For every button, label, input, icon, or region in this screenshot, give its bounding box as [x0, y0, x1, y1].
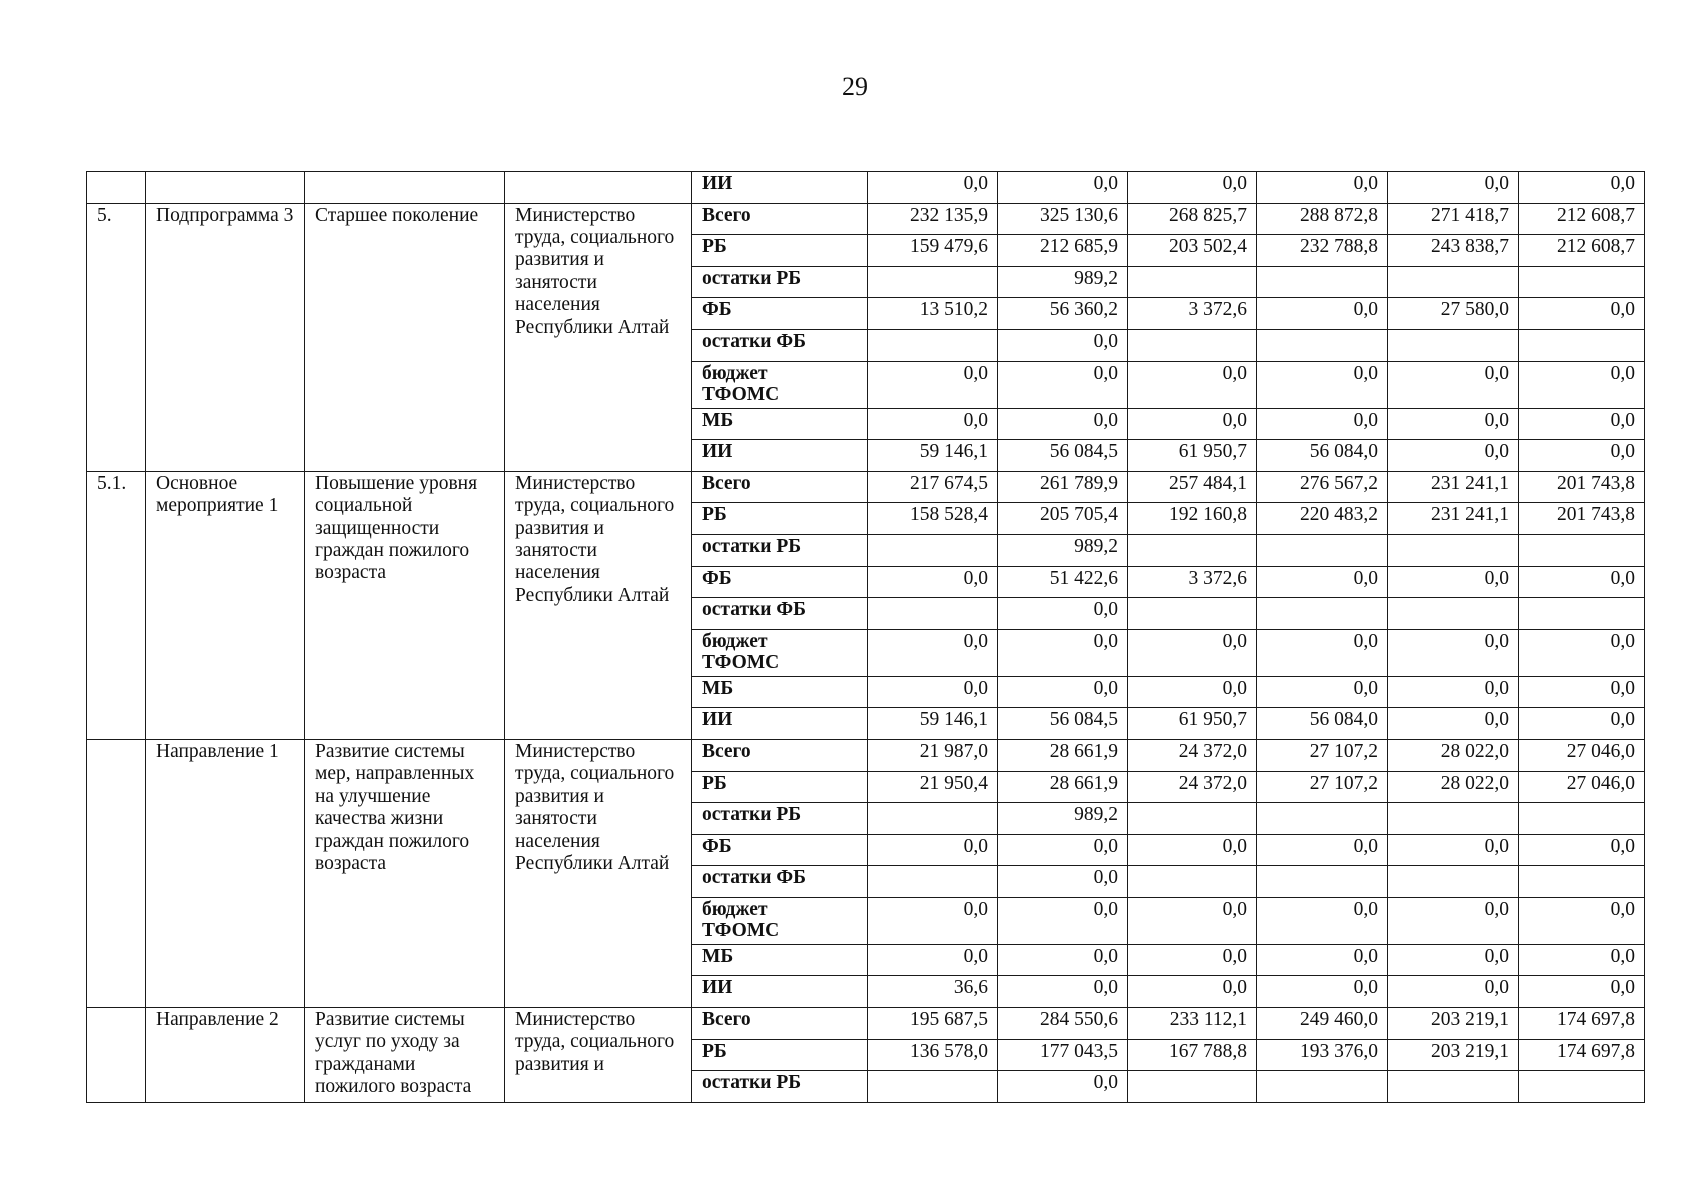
value-cell: [1128, 534, 1257, 566]
value-cell: 27 580,0: [1388, 298, 1519, 330]
value-cell: 0,0: [1519, 408, 1645, 440]
value-cell: [1128, 866, 1257, 898]
value-cell: 268 825,7: [1128, 203, 1257, 235]
value-cell: 0,0: [1388, 408, 1519, 440]
value-cell: 0,0: [998, 944, 1128, 976]
value-cell: 0,0: [868, 944, 998, 976]
value-cell: 0,0: [998, 976, 1128, 1008]
value-cell: 0,0: [1388, 361, 1519, 408]
value-cell: 195 687,5: [868, 1008, 998, 1040]
value-cell: 271 418,7: [1388, 203, 1519, 235]
value-cell: 27 046,0: [1519, 771, 1645, 803]
funding-source-label: ФБ: [692, 298, 868, 330]
value-cell: 989,2: [998, 803, 1128, 835]
value-cell: [1257, 534, 1388, 566]
funding-source-label: МБ: [692, 408, 868, 440]
value-cell: 27 107,2: [1257, 739, 1388, 771]
executor-cell: Министерство труда, социального развития и занятости населения Республики Алтай: [505, 739, 692, 1007]
funding-source-label: остатки ФБ: [692, 329, 868, 361]
funding-source-label: Всего: [692, 739, 868, 771]
value-cell: [1257, 329, 1388, 361]
value-cell: 231 241,1: [1388, 503, 1519, 535]
value-cell: 0,0: [1128, 976, 1257, 1008]
value-cell: [1257, 803, 1388, 835]
table-row: [87, 739, 1645, 771]
value-cell: [1388, 534, 1519, 566]
item-number-cell: 5.1.: [87, 471, 146, 739]
value-cell: [1519, 1071, 1645, 1103]
value-cell: 220 483,2: [1257, 503, 1388, 535]
value-cell: 0,0: [998, 866, 1128, 898]
value-cell: 174 697,8: [1519, 1008, 1645, 1040]
value-cell: 0,0: [998, 629, 1128, 676]
value-cell: 0,0: [1257, 361, 1388, 408]
value-cell: [1388, 329, 1519, 361]
value-cell: 0,0: [868, 172, 998, 204]
item-title-cell: Основное мероприятие 1: [146, 471, 305, 739]
value-cell: 217 674,5: [868, 471, 998, 503]
value-cell: 201 743,8: [1519, 503, 1645, 535]
value-cell: [1257, 598, 1388, 630]
value-cell: 0,0: [1388, 897, 1519, 944]
value-cell: 0,0: [1519, 440, 1645, 472]
funding-source-label: ФБ: [692, 834, 868, 866]
funding-source-label-line: ТФОМС: [702, 384, 780, 405]
value-cell: 0,0: [1388, 440, 1519, 472]
item-name-cell: Развитие системы мер, направленных на улучшение качества жизни граждан пожилого возраста: [305, 739, 505, 1007]
value-cell: [1257, 866, 1388, 898]
value-cell: 28 661,9: [998, 771, 1128, 803]
funding-source-label: ИИ: [692, 172, 868, 204]
value-cell: 212 608,7: [1519, 203, 1645, 235]
funding-source-label: РБ: [692, 235, 868, 267]
value-cell: 0,0: [1257, 897, 1388, 944]
value-cell: 243 838,7: [1388, 235, 1519, 267]
value-cell: [868, 266, 998, 298]
value-cell: 13 510,2: [868, 298, 998, 330]
funding-source-label: ИИ: [692, 440, 868, 472]
value-cell: 56 084,0: [1257, 440, 1388, 472]
value-cell: 0,0: [1388, 834, 1519, 866]
value-cell: 0,0: [868, 361, 998, 408]
value-cell: 212 608,7: [1519, 235, 1645, 267]
value-cell: [1128, 598, 1257, 630]
value-cell: 203 502,4: [1128, 235, 1257, 267]
value-cell: 989,2: [998, 534, 1128, 566]
value-cell: 0,0: [1519, 676, 1645, 708]
value-cell: 0,0: [1128, 834, 1257, 866]
value-cell: 233 112,1: [1128, 1008, 1257, 1040]
value-cell: 205 705,4: [998, 503, 1128, 535]
item-name-cell: Старшее поколение: [305, 203, 505, 471]
value-cell: 212 685,9: [998, 235, 1128, 267]
funding-source-label-line: ТФОМС: [702, 652, 780, 674]
funding-source-label: [692, 361, 868, 408]
item-title-cell: Подпрограмма 3: [146, 203, 305, 471]
value-cell: 159 479,6: [868, 235, 998, 267]
executor-cell: [505, 172, 692, 204]
value-cell: 51 422,6: [998, 566, 1128, 598]
value-cell: 0,0: [1257, 944, 1388, 976]
value-cell: 0,0: [1388, 629, 1519, 676]
value-cell: 0,0: [1388, 944, 1519, 976]
value-cell: 0,0: [1519, 976, 1645, 1008]
item-number-cell: [87, 1008, 146, 1103]
value-cell: [868, 534, 998, 566]
funding-source-label: РБ: [692, 503, 868, 535]
value-cell: 0,0: [1388, 676, 1519, 708]
value-cell: 0,0: [998, 676, 1128, 708]
value-cell: 232 135,9: [868, 203, 998, 235]
value-cell: 0,0: [868, 629, 998, 676]
item-number-cell: 5.: [87, 203, 146, 471]
value-cell: [868, 329, 998, 361]
value-cell: [868, 866, 998, 898]
funding-source-label: [692, 629, 868, 676]
budget-table: [86, 171, 1645, 1103]
value-cell: 0,0: [1519, 629, 1645, 676]
value-cell: 0,0: [1128, 361, 1257, 408]
value-cell: 325 130,6: [998, 203, 1128, 235]
value-cell: 0,0: [1388, 708, 1519, 740]
value-cell: [1128, 803, 1257, 835]
value-cell: 3 372,6: [1128, 566, 1257, 598]
value-cell: 0,0: [998, 834, 1128, 866]
funding-source-label: Всего: [692, 1008, 868, 1040]
executor-cell: Министерство труда, социального развития и занятости населения Республики Алтай: [505, 471, 692, 739]
value-cell: 56 360,2: [998, 298, 1128, 330]
funding-source-label: РБ: [692, 771, 868, 803]
value-cell: 56 084,5: [998, 708, 1128, 740]
value-cell: 0,0: [998, 1071, 1128, 1103]
value-cell: 3 372,6: [1128, 298, 1257, 330]
value-cell: [1519, 803, 1645, 835]
value-cell: 177 043,5: [998, 1039, 1128, 1071]
funding-source-label-line: бюджет: [702, 630, 768, 652]
value-cell: 261 789,9: [998, 471, 1128, 503]
value-cell: 203 219,1: [1388, 1008, 1519, 1040]
page-number: 29: [842, 72, 868, 101]
funding-source-label: остатки ФБ: [692, 598, 868, 630]
value-cell: 27 107,2: [1257, 771, 1388, 803]
item-title-cell: [146, 172, 305, 204]
value-cell: 0,0: [868, 566, 998, 598]
value-cell: 167 788,8: [1128, 1039, 1257, 1071]
value-cell: 24 372,0: [1128, 739, 1257, 771]
funding-source-label: остатки РБ: [692, 266, 868, 298]
value-cell: 0,0: [1519, 566, 1645, 598]
value-cell: 0,0: [1519, 944, 1645, 976]
funding-source-label: МБ: [692, 944, 868, 976]
item-title-cell: Направление 2: [146, 1008, 305, 1103]
value-cell: 249 460,0: [1257, 1008, 1388, 1040]
table-row: [87, 172, 1645, 204]
value-cell: 0,0: [1128, 172, 1257, 204]
value-cell: 136 578,0: [868, 1039, 998, 1071]
value-cell: 0,0: [1257, 298, 1388, 330]
value-cell: 0,0: [1519, 361, 1645, 408]
funding-source-label: ИИ: [692, 976, 868, 1008]
value-cell: 0,0: [1128, 897, 1257, 944]
funding-source-label: Всего: [692, 471, 868, 503]
value-cell: 56 084,0: [1257, 708, 1388, 740]
value-cell: 28 022,0: [1388, 739, 1519, 771]
funding-source-label: ФБ: [692, 566, 868, 598]
value-cell: 0,0: [998, 897, 1128, 944]
value-cell: 989,2: [998, 266, 1128, 298]
table-row: [87, 203, 1645, 235]
table-row: [87, 471, 1645, 503]
value-cell: [1257, 1071, 1388, 1103]
value-cell: 0,0: [868, 834, 998, 866]
value-cell: [1388, 1071, 1519, 1103]
value-cell: [1519, 266, 1645, 298]
funding-source-label: Всего: [692, 203, 868, 235]
funding-source-label: ИИ: [692, 708, 868, 740]
table-row: [87, 1008, 1645, 1040]
value-cell: [1128, 266, 1257, 298]
value-cell: 0,0: [1257, 172, 1388, 204]
value-cell: 0,0: [1128, 408, 1257, 440]
value-cell: [1519, 866, 1645, 898]
value-cell: 28 661,9: [998, 739, 1128, 771]
value-cell: 276 567,2: [1257, 471, 1388, 503]
value-cell: 0,0: [998, 361, 1128, 408]
value-cell: 21 987,0: [868, 739, 998, 771]
value-cell: 0,0: [1388, 566, 1519, 598]
value-cell: 0,0: [1519, 897, 1645, 944]
value-cell: 61 950,7: [1128, 708, 1257, 740]
value-cell: 21 950,4: [868, 771, 998, 803]
value-cell: 0,0: [998, 408, 1128, 440]
value-cell: 0,0: [868, 897, 998, 944]
value-cell: [1257, 266, 1388, 298]
value-cell: [1388, 598, 1519, 630]
value-cell: 0,0: [1519, 172, 1645, 204]
value-cell: [1388, 803, 1519, 835]
funding-source-label: остатки РБ: [692, 1071, 868, 1103]
value-cell: 56 084,5: [998, 440, 1128, 472]
value-cell: [868, 1071, 998, 1103]
funding-source-label-line: бюджет: [702, 898, 768, 920]
value-cell: 0,0: [1257, 566, 1388, 598]
value-cell: 59 146,1: [868, 708, 998, 740]
funding-source-label-line: бюджет: [702, 362, 768, 384]
value-cell: 0,0: [1257, 408, 1388, 440]
value-cell: 0,0: [1257, 676, 1388, 708]
funding-source-label: МБ: [692, 676, 868, 708]
value-cell: [1519, 598, 1645, 630]
item-name-cell: [305, 172, 505, 204]
value-cell: 0,0: [1519, 708, 1645, 740]
value-cell: 158 528,4: [868, 503, 998, 535]
item-name-cell: Повышение уровня социальной защищенности граждан пожилого возраста: [305, 471, 505, 739]
value-cell: 232 788,8: [1257, 235, 1388, 267]
value-cell: 193 376,0: [1257, 1039, 1388, 1071]
value-cell: 284 550,6: [998, 1008, 1128, 1040]
funding-source-label: остатки РБ: [692, 803, 868, 835]
value-cell: 0,0: [1388, 976, 1519, 1008]
executor-cell: Министерство труда, социального развития и занятости населения Республики Алтай: [505, 203, 692, 471]
value-cell: 0,0: [1257, 976, 1388, 1008]
value-cell: 0,0: [998, 598, 1128, 630]
value-cell: 0,0: [1257, 834, 1388, 866]
value-cell: 0,0: [998, 172, 1128, 204]
value-cell: [1519, 534, 1645, 566]
value-cell: 0,0: [868, 676, 998, 708]
value-cell: 0,0: [1519, 298, 1645, 330]
value-cell: [1519, 329, 1645, 361]
item-number-cell: [87, 739, 146, 1007]
funding-source-label: [692, 897, 868, 944]
value-cell: 28 022,0: [1388, 771, 1519, 803]
value-cell: [1388, 866, 1519, 898]
value-cell: 257 484,1: [1128, 471, 1257, 503]
value-cell: [868, 598, 998, 630]
value-cell: [1128, 329, 1257, 361]
value-cell: 61 950,7: [1128, 440, 1257, 472]
value-cell: 288 872,8: [1257, 203, 1388, 235]
item-number-cell: [87, 172, 146, 204]
value-cell: 0,0: [1257, 629, 1388, 676]
value-cell: 0,0: [998, 329, 1128, 361]
value-cell: 27 046,0: [1519, 739, 1645, 771]
value-cell: 201 743,8: [1519, 471, 1645, 503]
value-cell: 0,0: [1128, 676, 1257, 708]
value-cell: 0,0: [1519, 834, 1645, 866]
funding-source-label: РБ: [692, 1039, 868, 1071]
value-cell: 36,6: [868, 976, 998, 1008]
funding-source-label: остатки РБ: [692, 534, 868, 566]
funding-source-label-line: ТФОМС: [702, 920, 780, 942]
value-cell: 59 146,1: [868, 440, 998, 472]
value-cell: 174 697,8: [1519, 1039, 1645, 1071]
value-cell: 0,0: [1128, 944, 1257, 976]
value-cell: [868, 803, 998, 835]
funding-source-label: остатки ФБ: [692, 866, 868, 898]
value-cell: 203 219,1: [1388, 1039, 1519, 1071]
value-cell: 192 160,8: [1128, 503, 1257, 535]
value-cell: 0,0: [1388, 172, 1519, 204]
value-cell: 24 372,0: [1128, 771, 1257, 803]
value-cell: 231 241,1: [1388, 471, 1519, 503]
value-cell: [1128, 1071, 1257, 1103]
executor-cell: Министерство труда, социального развития и: [505, 1008, 692, 1103]
value-cell: 0,0: [1128, 629, 1257, 676]
item-name-cell: Развитие системы услуг по уходу за гражданами пожилого возраста: [305, 1008, 505, 1103]
value-cell: [1388, 266, 1519, 298]
item-title-cell: Направление 1: [146, 739, 305, 1007]
value-cell: 0,0: [868, 408, 998, 440]
